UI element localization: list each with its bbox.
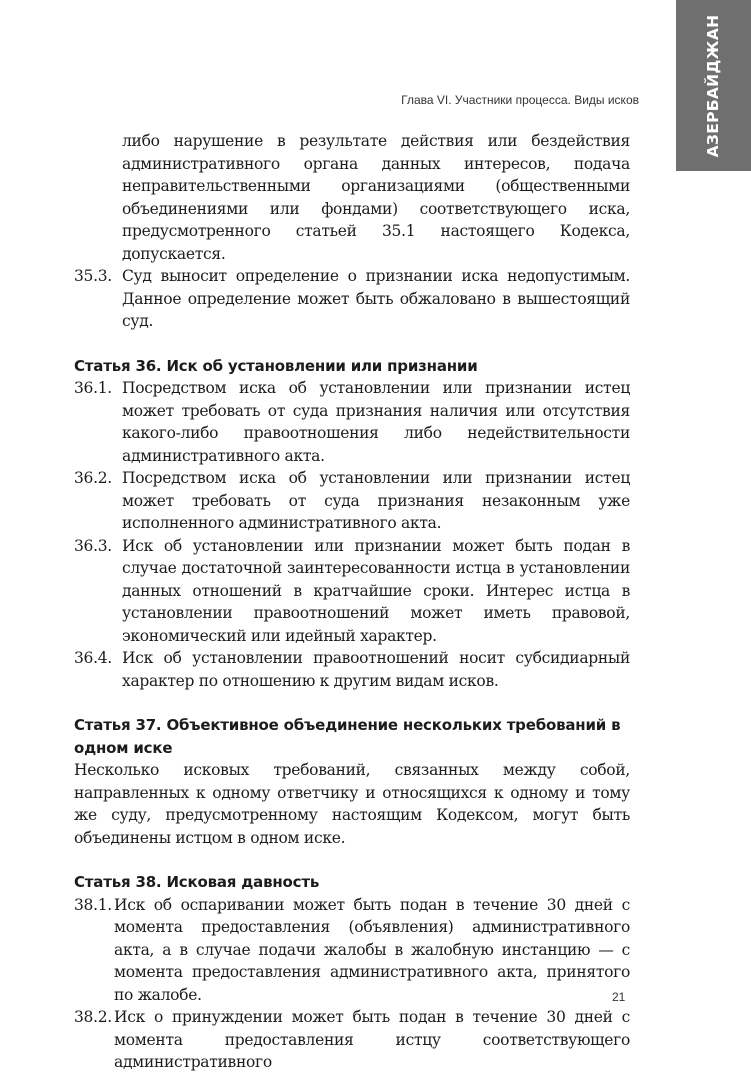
clause-number: 36.4. <box>74 649 112 667</box>
clause-38-2 <box>74 1006 630 1074</box>
article-36-title: Статья 36. Иск об установлении или признании <box>74 356 478 375</box>
clause-number: 36.2. <box>74 469 112 487</box>
clause-text: Иск об оспаривании может быть подан в течение 30 дней с момента предоставления (объявления) административного акта, а в случае подачи жалобы в жалобную инстанцию — с момента предоставления административного акта, принятого по жалобе. <box>114 895 630 1004</box>
country-side-tab <box>676 0 751 171</box>
clause-35-3 <box>74 265 630 333</box>
clause-36-1 <box>74 377 630 467</box>
clause-38-1 <box>74 894 630 1007</box>
clause-36-4 <box>74 647 630 692</box>
page-body <box>74 130 630 1074</box>
article-37-text: Несколько исковых требований, связанных между собой, направленных к одному ответчику и относящихся к одному и тому же суду, предусмотренному настоящим Кодексом, могут быть объединены истцом в одном иске. <box>74 761 630 847</box>
clause-text: Иск об установлении правоотношений носит субсидиарный характер по отношению к другим видам исков. <box>122 649 630 690</box>
article-38-title: Статья 38. Исковая давность <box>74 873 320 891</box>
clause-number: 38.2. <box>74 1008 112 1026</box>
clause-text: Посредством иска об установлении или признании истец может требовать от суда признания наличия или отсутствия какого-либо правоотношения либо недействительности административного акта. <box>122 379 630 465</box>
clause-text: Посредством иска об установлении или признании истец может требовать от суда признания незаконным уже исполненного административного акта. <box>122 469 630 532</box>
clause-text: Иск об установлении или признании может быть подан в случае достаточной заинтересованности истца в установлении данных отношений в кратчайшие сроки. Интерес истца в установлении правоотношений может иметь правовой, экономический или идейный характер. <box>122 536 630 645</box>
clause-number: 38.1. <box>74 895 112 914</box>
clause-number: 36.3. <box>74 536 112 555</box>
continuation-paragraph: либо нарушение в результате действия или бездействия административного органа данных интересов, подача неправительственными организациями (общественными объединениями или фондами) соответствующего иска, предусмотренного статьей 35.1 настоящего Кодекса, допускается. <box>122 132 630 263</box>
running-header: Глава VI. Участники процесса. Виды исков <box>401 93 639 107</box>
clause-36-2 <box>74 467 630 535</box>
country-side-tab-label: АЗЕРБАЙДЖАН <box>704 14 722 158</box>
clause-text: Иск о принуждении может быть подан в течение 30 дней с момента предоставления истцу соответствующего административного <box>114 1008 630 1071</box>
clause-36-3 <box>74 535 630 648</box>
clause-number: 35.3. <box>74 267 112 285</box>
article-37-title: Статья 37. Объективное объединение нескольких требований в одном иске <box>74 716 621 757</box>
page-number: 21 <box>612 990 626 1004</box>
clause-text: Суд выносит определение о признании иска недопустимым. Данное определение может быть обжаловано в вышестоящий суд. <box>122 267 630 330</box>
clause-number: 36.1. <box>74 379 112 397</box>
